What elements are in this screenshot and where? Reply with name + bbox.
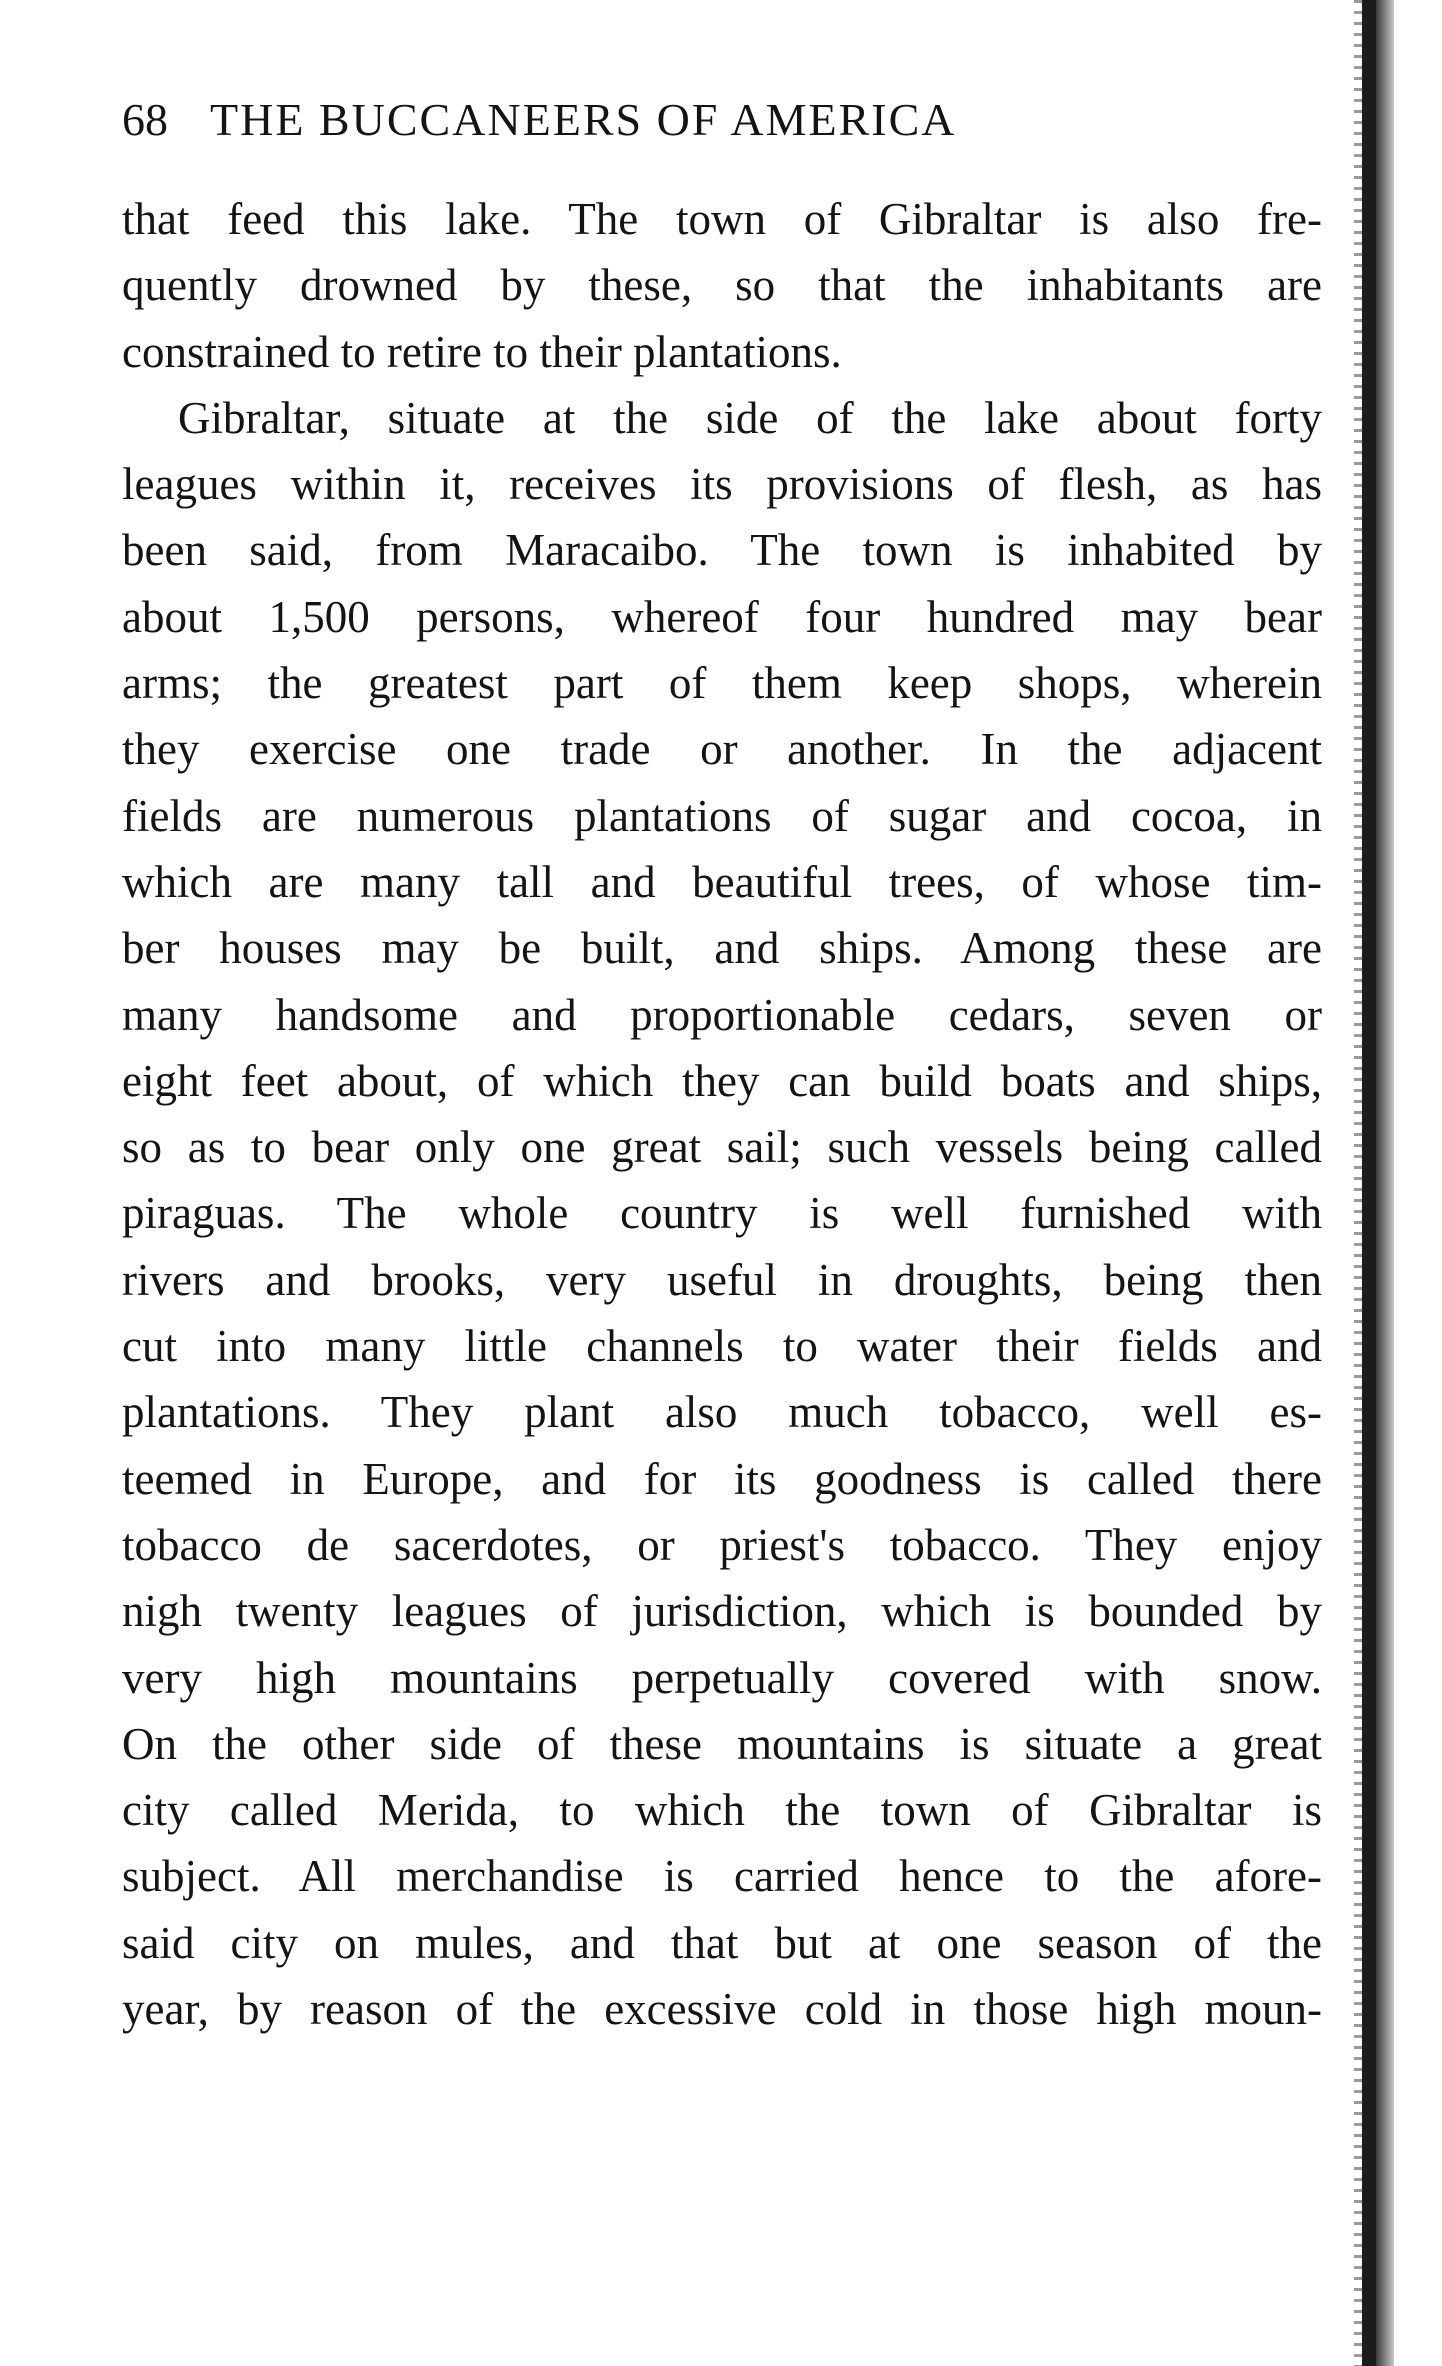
text-line: constrained to retire to their plantations.	[122, 326, 842, 377]
text-line: rivers and brooks, very useful in droughts, being then	[122, 1254, 1322, 1305]
text-line: arms; the greatest part of them keep shops, wherein	[122, 658, 1322, 709]
text-line: piraguas. The whole country is well furnished with	[122, 1188, 1322, 1239]
binding-gradient-band	[1376, 0, 1394, 2366]
text-line: teemed in Europe, and for its goodness is called there	[122, 1453, 1322, 1504]
text-line: ber houses may be built, and ships. Among these are	[122, 923, 1322, 974]
page-number: 68	[122, 94, 168, 145]
binding-shadow	[1354, 0, 1362, 2366]
text-line: tobacco de sacerdotes, or priest's tobacco. They enjoy	[122, 1519, 1322, 1570]
text-line: plantations. They plant also much tobacco, well es-	[122, 1387, 1322, 1438]
text-line: nigh twenty leagues of jurisdiction, which is bounded by	[122, 1586, 1322, 1637]
text-line: Gibraltar, situate at the side of the lake about forty	[178, 392, 1322, 443]
text-line: subject. All merchandise is carried hence to the afore-	[122, 1851, 1322, 1902]
text-line: On the other side of these mountains is situate a great	[122, 1718, 1322, 1769]
text-line: about 1,500 persons, whereof four hundred may bear	[122, 591, 1322, 642]
text-line: cut into many little channels to water their fields and	[122, 1321, 1322, 1372]
text-line: quently drowned by these, so that the inhabitants are	[122, 260, 1322, 311]
text-line: fields are numerous plantations of sugar and cocoa, in	[122, 790, 1322, 841]
text-line: city called Merida, to which the town of Gibraltar is	[122, 1785, 1322, 1836]
text-line: eight feet about, of which they can build boats and ships,	[122, 1055, 1322, 1106]
text-line: year, by reason of the excessive cold in those high moun-	[122, 1984, 1322, 2035]
text-line: many handsome and proportionable cedars, seven or	[122, 989, 1322, 1040]
text-line: very high mountains perpetually covered with snow.	[122, 1652, 1322, 1703]
text-line: they exercise one trade or another. In the adjacent	[122, 724, 1322, 775]
text-line: been said, from Maracaibo. The town is inhabited by	[122, 525, 1322, 576]
text-line: so as to bear only one great sail; such vessels being called	[122, 1122, 1322, 1173]
text-line: which are many tall and beautiful trees, of whose tim-	[122, 856, 1322, 907]
running-head	[122, 88, 1322, 152]
text-line: said city on mules, and that but at one season of the	[122, 1917, 1322, 1968]
text-line: that feed this lake. The town of Gibraltar is also fre-	[122, 194, 1322, 244]
body-text	[122, 186, 1322, 2042]
running-title: THE BUCCANEERS OF AMERICA	[210, 94, 957, 145]
text-line: leagues within it, receives its provisions of flesh, as has	[122, 459, 1322, 510]
binding-dark-band	[1362, 0, 1376, 2366]
